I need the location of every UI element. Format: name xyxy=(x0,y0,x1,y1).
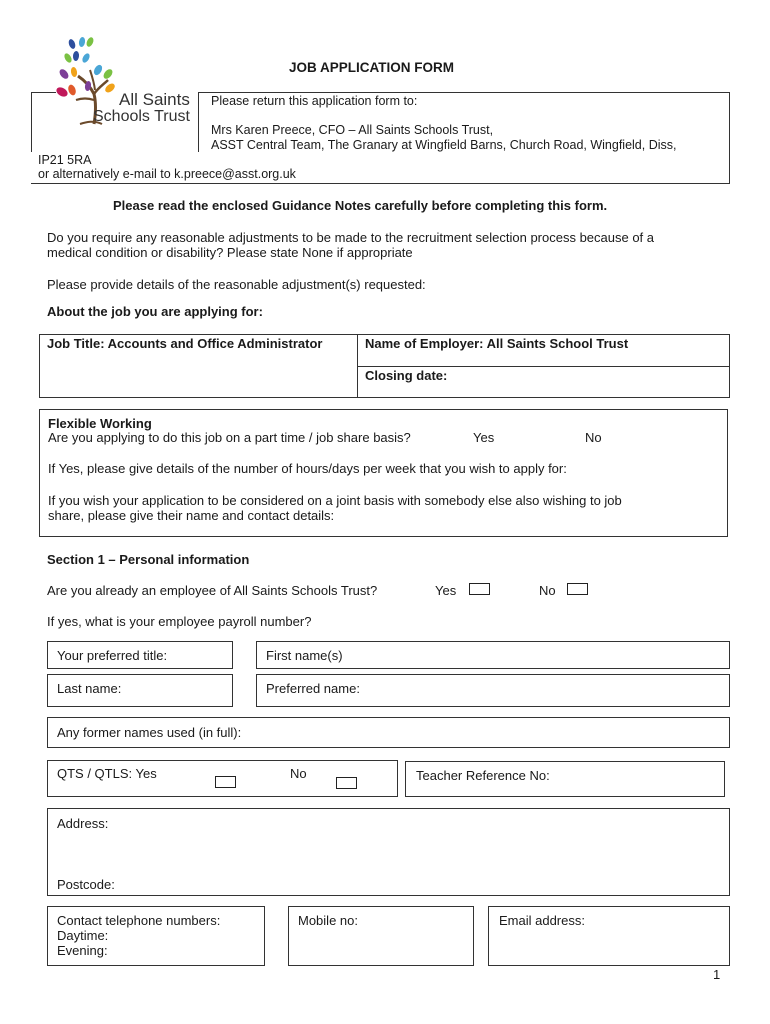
employee-no-checkbox[interactable] xyxy=(567,583,588,595)
mobile-label: Mobile no: xyxy=(298,913,358,928)
guidance-note: Please read the enclosed Guidance Notes carefully before completing this form. xyxy=(113,198,608,213)
last-name-label: Last name: xyxy=(57,681,122,696)
teacher-reference-label: Teacher Reference No: xyxy=(416,768,550,783)
qts-no-checkbox[interactable] xyxy=(336,777,357,789)
box-bottom-line xyxy=(31,183,730,184)
section1-heading: Section 1 – Personal information xyxy=(47,552,250,567)
former-names-label: Any former names used (in full): xyxy=(57,725,242,740)
page-number: 1 xyxy=(713,967,721,982)
last-name-field[interactable] xyxy=(47,674,233,707)
adjustments-question-line2: medical condition or disability? Please state None if appropriate xyxy=(47,245,413,260)
email-field[interactable] xyxy=(488,906,730,966)
logo-name-line2: Schools Trust xyxy=(93,108,190,125)
qts-no-label: No xyxy=(290,766,307,781)
evening-label: Evening: xyxy=(57,943,108,958)
former-names-field[interactable] xyxy=(47,717,730,748)
qts-label: QTS / QTLS: Yes xyxy=(57,766,157,781)
preferred-name-label: Preferred name: xyxy=(266,681,360,696)
job-table-divider-horizontal xyxy=(357,366,730,367)
box-top-left-line xyxy=(31,92,56,93)
logo-name-line1: All Saints xyxy=(119,90,190,109)
return-line-2: Mrs Karen Preece, CFO – All Saints Schools Trust, xyxy=(211,123,494,137)
adjustments-question-line1: Do you require any reasonable adjustments to be made to the recruitment selection process because of a xyxy=(47,230,655,245)
preferred-name-field[interactable] xyxy=(256,674,730,707)
box-top-right-line xyxy=(198,92,729,93)
box-inner-left-line xyxy=(198,92,199,152)
daytime-label: Daytime: xyxy=(57,928,109,943)
adjustments-details-prompt: Please provide details of the reasonable adjustment(s) requested: xyxy=(47,277,426,292)
qts-yes-checkbox[interactable] xyxy=(215,776,236,788)
flexible-yes-option[interactable]: Yes xyxy=(473,430,495,445)
form-title: JOB APPLICATION FORM xyxy=(289,60,454,75)
flexible-no-option[interactable]: No xyxy=(585,430,602,445)
box-right-line xyxy=(729,92,730,183)
closing-date-cell: Closing date: xyxy=(365,368,448,383)
first-name-label: First name(s) xyxy=(266,648,343,663)
first-name-field[interactable] xyxy=(256,641,730,669)
employee-yes-label: Yes xyxy=(435,583,457,598)
mobile-field[interactable] xyxy=(288,906,474,966)
flexible-working-heading: Flexible Working xyxy=(48,416,152,431)
payroll-question: If yes, what is your employee payroll number? xyxy=(47,614,312,629)
teacher-reference-field[interactable] xyxy=(405,761,725,797)
job-title-cell: Job Title: Accounts and Office Administrator xyxy=(47,336,323,351)
preferred-title-label: Your preferred title: xyxy=(57,648,168,663)
postcode-label: Postcode: xyxy=(57,877,115,892)
preferred-title-field[interactable] xyxy=(47,641,233,669)
flexible-q3-line2: share, please give their name and contact details: xyxy=(48,508,335,523)
contact-numbers-label: Contact telephone numbers: xyxy=(57,913,221,928)
address-label: Address: xyxy=(57,816,109,831)
return-line-3: ASST Central Team, The Granary at Wingfield Barns, Church Road, Wingfield, Diss, xyxy=(211,138,677,152)
return-line-1: Please return this application form to: xyxy=(211,94,418,108)
employee-no-label: No xyxy=(539,583,556,598)
contact-numbers-field[interactable] xyxy=(47,906,265,966)
employer-cell: Name of Employer: All Saints School Trust xyxy=(365,336,629,351)
return-line-4: IP21 5RA xyxy=(38,153,92,167)
box-left-line xyxy=(31,92,32,152)
email-label: Email address: xyxy=(499,913,585,928)
flexible-q1: Are you applying to do this job on a part time / job share basis? xyxy=(48,430,411,445)
employee-question: Are you already an employee of All Saints Schools Trust? xyxy=(47,583,378,598)
flexible-q2: If Yes, please give details of the number of hours/days per week that you wish to apply for: xyxy=(48,461,567,476)
about-job-heading: About the job you are applying for: xyxy=(47,304,263,319)
address-field[interactable] xyxy=(47,808,730,896)
employee-yes-checkbox[interactable] xyxy=(469,583,490,595)
return-line-5: or alternatively e-mail to k.preece@asst.org.uk xyxy=(38,167,296,181)
flexible-q3-line1: If you wish your application to be considered on a joint basis with somebody else also wishing to job xyxy=(48,493,622,508)
